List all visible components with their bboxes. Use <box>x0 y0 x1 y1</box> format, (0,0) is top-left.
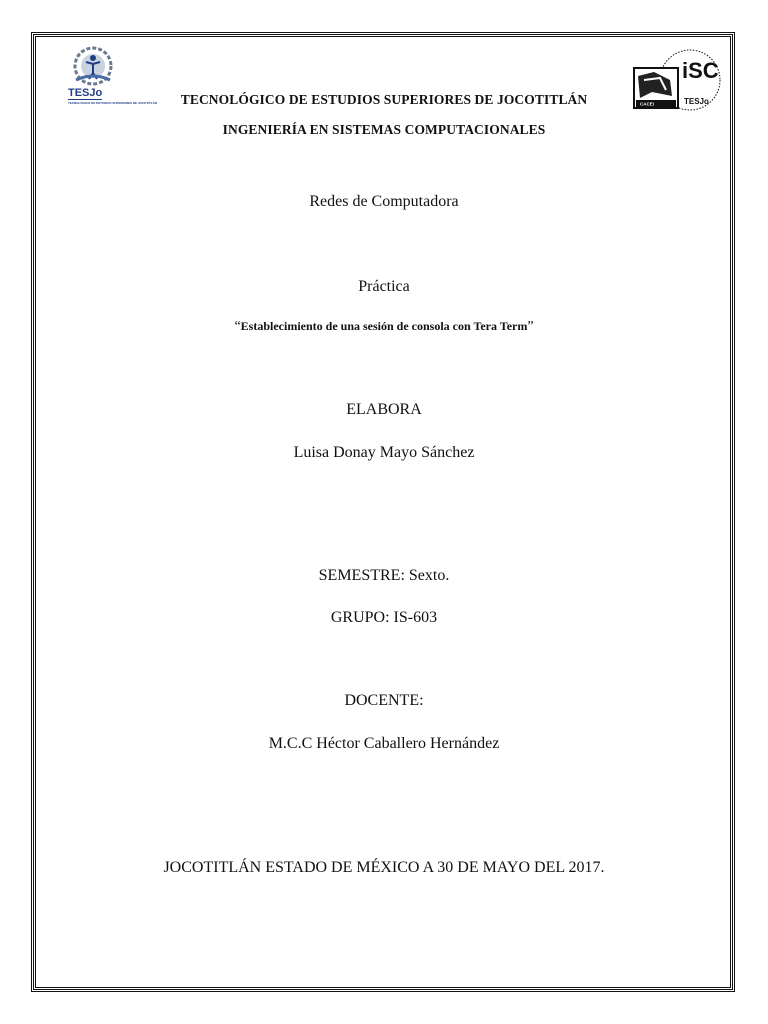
cacei-label: CACEI <box>640 101 655 107</box>
close-quote: ” <box>527 319 534 334</box>
author-label: ELABORA <box>346 401 422 418</box>
group: GRUPO: IS-603 <box>330 609 438 626</box>
place-date: JOCOTITLÁN ESTADO DE MÉXICO A 30 DE MAYO DEL 2017. <box>163 859 605 876</box>
tesjo-logo-subtext: TECNOLÓGICO DE ESTUDIOS SUPERIORES DE JOCOTITLÁN <box>68 101 158 105</box>
teacher-name: M.C.C Héctor Caballero Hernández <box>268 735 500 752</box>
tesjo-logo-text: TESJo <box>68 87 103 99</box>
subject: Redes de Computadora <box>309 193 459 210</box>
career-name: INGENIERÍA EN SISTEMAS COMPUTACIONALES <box>222 122 546 137</box>
practice-title <box>0 319 768 335</box>
isc-label: iSC <box>682 58 719 83</box>
teacher-label: DOCENTE: <box>344 692 424 709</box>
page-border-inner <box>35 36 731 988</box>
practice-label: Práctica <box>358 278 410 295</box>
author-name: Luisa Donay Mayo Sánchez <box>293 444 475 461</box>
institution-name: TECNOLÓGICO DE ESTUDIOS SUPERIORES DE JOCOTITLÁN <box>180 92 588 107</box>
semester: SEMESTRE: Sexto. <box>318 567 450 584</box>
isc-tesjo-label: TESJo <box>684 97 709 106</box>
open-quote: “ <box>234 319 241 334</box>
practice-title-text: Establecimiento de una sesión de consola con Tera Term <box>240 319 528 333</box>
